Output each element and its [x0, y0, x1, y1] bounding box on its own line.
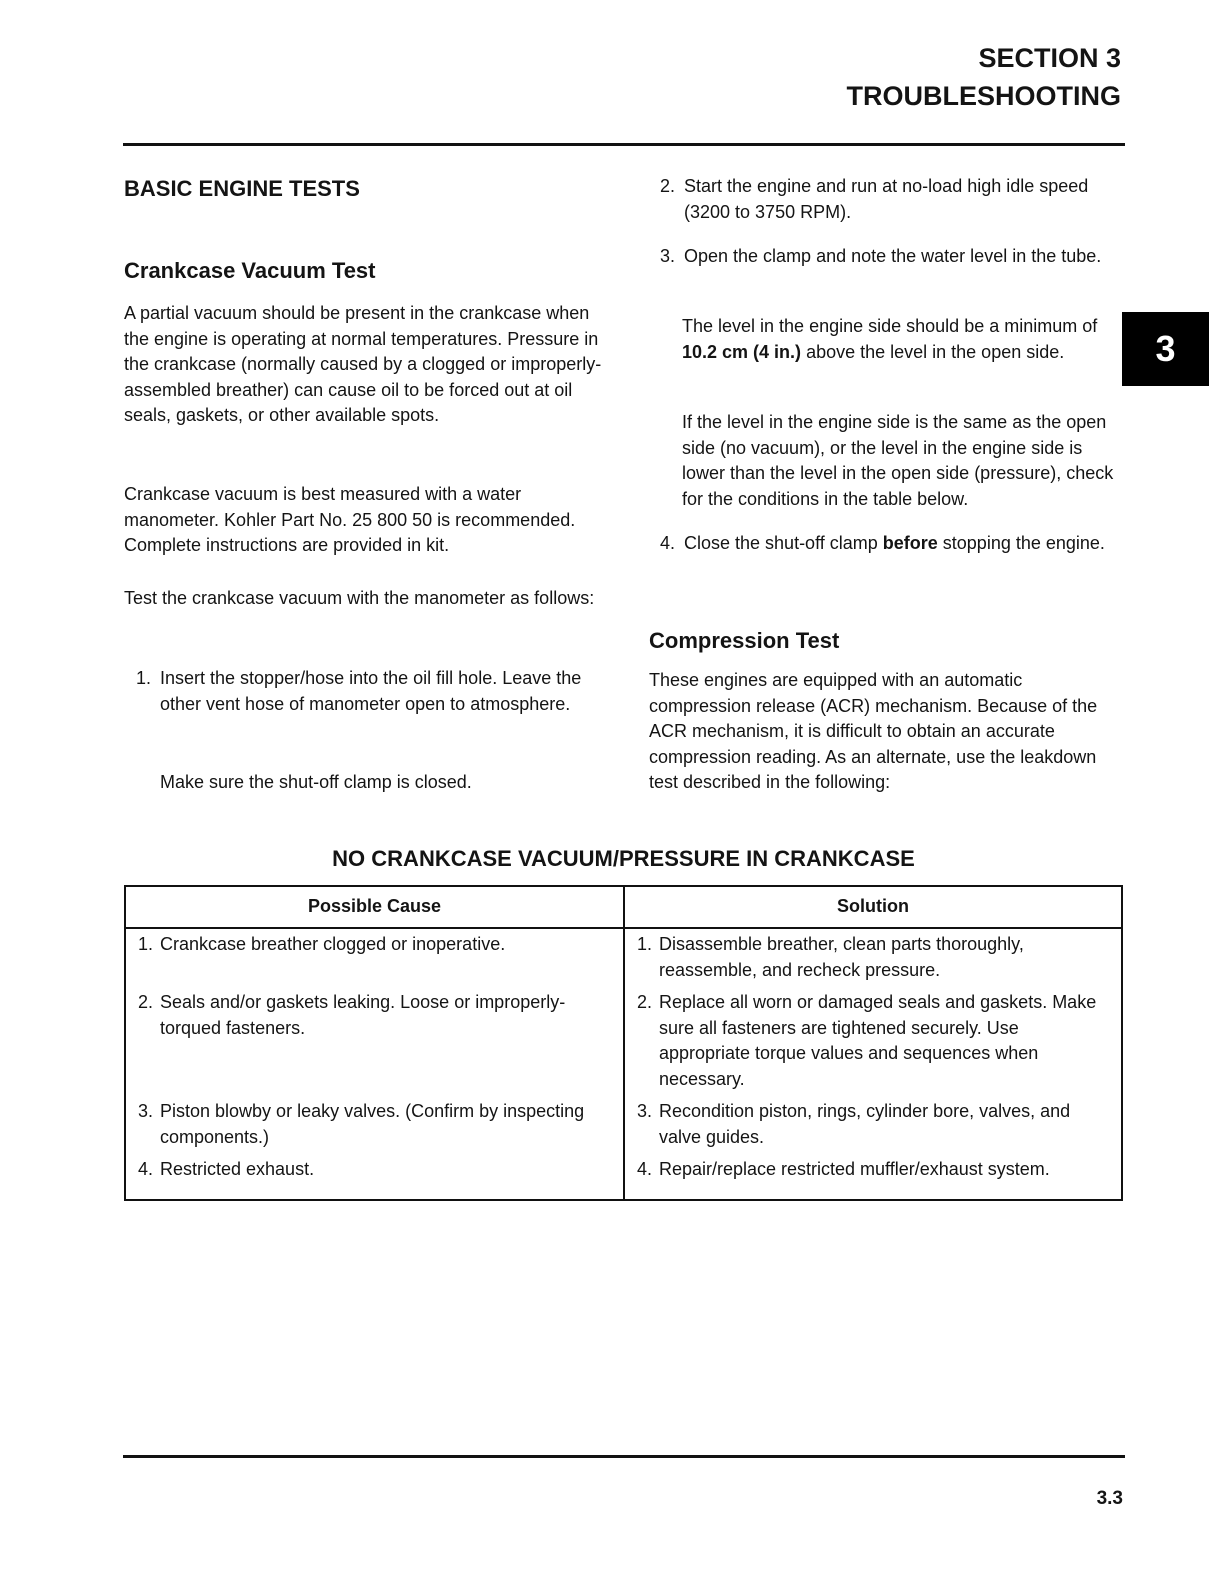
footer-rule: [123, 1455, 1125, 1458]
page-number: 3.3: [1096, 1488, 1123, 1509]
page-title: TROUBLESHOOTING: [846, 81, 1121, 111]
compression-test-heading: Compression Test: [649, 628, 840, 653]
table-row: [125, 1096, 1122, 1154]
troubleshooting-table: [124, 885, 1123, 1201]
step-3-number: 3.: [660, 246, 676, 266]
step-4-emphasis: before: [882, 533, 938, 553]
step-3-text: Open the clamp and note the water level in the tube.: [684, 246, 1102, 266]
table-header-row: [125, 886, 1122, 928]
section-tab: 3: [1122, 312, 1209, 386]
step-1-note: Make sure the shut-off clamp is closed.: [160, 772, 472, 792]
test-instructions-paragraph: Test the crankcase vacuum with the manometer as follows:: [124, 588, 595, 608]
step-3-condition-note: If the level in the engine side is the same as the open side (no vacuum), or the level in the engine side is lower than the level in the open side (pressure), check for the conditions in the table below.: [682, 412, 1114, 509]
table-row: [125, 987, 1122, 1096]
manometer-paragraph: Crankcase vacuum is best measured with a water manometer. Kohler Part No. 25 800 50 is recommended. Complete instructions are provided in kit.: [124, 484, 576, 555]
compression-paragraph: These engines are equipped with an automatic compression release (ACR) mechanism. Because of the ACR mechanism, it is difficult to obtain an accurate compression reading. As an alternate, use the leakdown test described in the following:: [649, 670, 1098, 792]
table-row: [125, 928, 1122, 987]
solution-cell: 1. Disassemble breather, clean parts thoroughly, reassemble, and recheck pressure.: [624, 928, 1122, 987]
basic-engine-tests-heading: BASIC ENGINE TESTS: [124, 176, 360, 201]
step-3: [660, 244, 1120, 298]
crankcase-intro-paragraph: A partial vacuum should be present in the crankcase when the engine is operating at normal temperatures. Pressure in the crankcase (normally caused by a clogged or improperly-assembled breather) can cause oil to be forced out at oil seals, gaskets, or other available spots.: [124, 303, 602, 425]
step-1-number: 1.: [136, 668, 152, 688]
step-2-text: Start the engine and run at no-load high idle speed (3200 to 3750 RPM).: [684, 176, 1089, 222]
cause-cell: 4. Restricted exhaust.: [125, 1154, 624, 1200]
step-2: [660, 174, 1120, 228]
step-1-text: Insert the stopper/hose into the oil fill hole. Leave the other vent hose of manometer open to atmosphere.: [160, 668, 582, 714]
step-2-number: 2.: [660, 176, 676, 196]
step-4-text: Close the shut-off clamp before stopping the engine.: [684, 533, 1105, 553]
minimum-level-value: 10.2 cm (4 in.): [682, 341, 802, 362]
header-rule: [123, 143, 1125, 146]
solution-cell: 3. Recondition piston, rings, cylinder bore, valves, and valve guides.: [624, 1096, 1122, 1154]
step-4: [660, 531, 1120, 585]
table-title: NO CRANKCASE VACUUM/PRESSURE IN CRANKCASE: [332, 846, 915, 871]
section-label: SECTION 3: [978, 43, 1121, 73]
solution-cell: 4. Repair/replace restricted muffler/exhaust system.: [624, 1154, 1122, 1200]
cause-cell: 2. Seals and/or gaskets leaking. Loose or improperly-torqued fasteners.: [125, 987, 624, 1096]
cause-cell: 3. Piston blowby or leaky valves. (Confirm by inspecting components.): [125, 1096, 624, 1154]
solution-header: Solution: [624, 886, 1122, 928]
crankcase-vacuum-heading: Crankcase Vacuum Test: [124, 258, 376, 283]
cause-cell: 1. Crankcase breather clogged or inoperative.: [125, 928, 624, 987]
step-3-minimum-note: The level in the engine side should be a minimum of 10.2 cm (4 in.) above the level in the open side.: [682, 316, 1098, 362]
possible-cause-header: Possible Cause: [125, 886, 624, 928]
step-4-number: 4.: [660, 533, 676, 553]
step-1: [136, 666, 606, 746]
table-row: [125, 1154, 1122, 1200]
solution-cell: 2. Replace all worn or damaged seals and gaskets. Make sure all fasteners are tightened securely. Use appropriate torque values and sequences when necessary.: [624, 987, 1122, 1096]
